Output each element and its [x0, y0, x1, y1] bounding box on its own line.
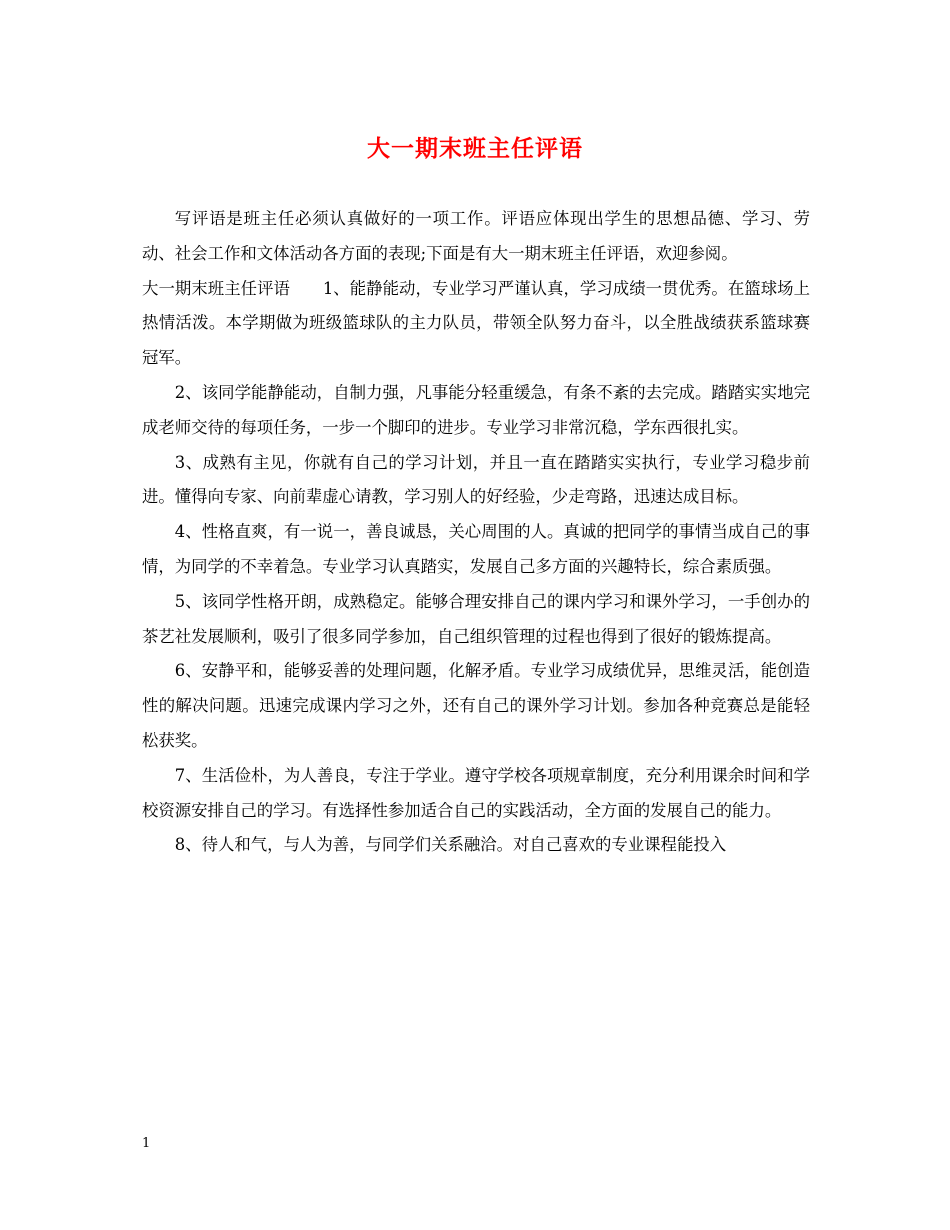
page-number: 1 [142, 1136, 151, 1151]
comment-paragraph-2: 2、该同学能静能动，自制力强，凡事能分轻重缓急，有条不紊的去完成。踏踏实实地完成老师交待的每项任务，一步一个脚印的进步。专业学习非常沉稳，学东西很扎实。 [142, 382, 810, 437]
document-body [142, 202, 810, 863]
intro-paragraph: 写评语是班主任必须认真做好的一项工作。评语应体现出学生的思想品德、学习、劳动、社会工作和文体活动各方面的表现;下面是有大一期末班主任评语，欢迎参阅。 [142, 209, 810, 263]
comment-paragraph-1: 大一期末班主任评语 1、能静能动，专业学习严谨认真，学习成绩一贯优秀。在篮球场上热情活泼。本学期做为班级篮球队的主力队员，带领全队努力奋斗，以全胜战绩获系篮球赛冠军。 [142, 278, 810, 368]
comment-paragraph-8: 8、待人和气，与人为善，与同学们关系融洽。对自己喜欢的专业课程能投入 [174, 835, 727, 855]
comment-paragraph-4: 4、性格直爽，有一说一，善良诚恳，关心周围的人。真诚的把同学的事情当成自己的事情，为同学的不幸着急。专业学习认真踏实，发展自己多方面的兴趣特长，综合素质强。 [142, 522, 810, 576]
comment-paragraph-3: 3、成熟有主见，你就有自己的学习计划，并且一直在踏踏实实执行，专业学习稳步前进。懂得向专家、向前辈虚心请教，学习别人的好经验，少走弯路，迅速达成目标。 [142, 452, 810, 507]
comment-paragraph-6: 6、安静平和，能够妥善的处理问题，化解矛盾。专业学习成绩优异，思维灵活，能创造性的解决问题。迅速完成课内学习之外，还有自己的课外学习计划。参加各种竞赛总是能轻松获奖。 [142, 661, 810, 750]
document-title: 大一期末班主任评语 [367, 135, 583, 162]
comment-paragraph-7: 7、生活俭朴，为人善良，专注于学业。遵守学校各项规章制度，充分利用课余时间和学校资源安排自己的学习。有选择性参加适合自己的实践活动，全方面的发展自己的能力。 [142, 765, 810, 820]
comment-paragraph-5: 5、该同学性格开朗，成熟稳定。能够合理安排自己的课内学习和课外学习，一手创办的茶艺社发展顺利，吸引了很多同学参加，自己组织管理的过程也得到了很好的锻炼提高。 [142, 591, 810, 646]
